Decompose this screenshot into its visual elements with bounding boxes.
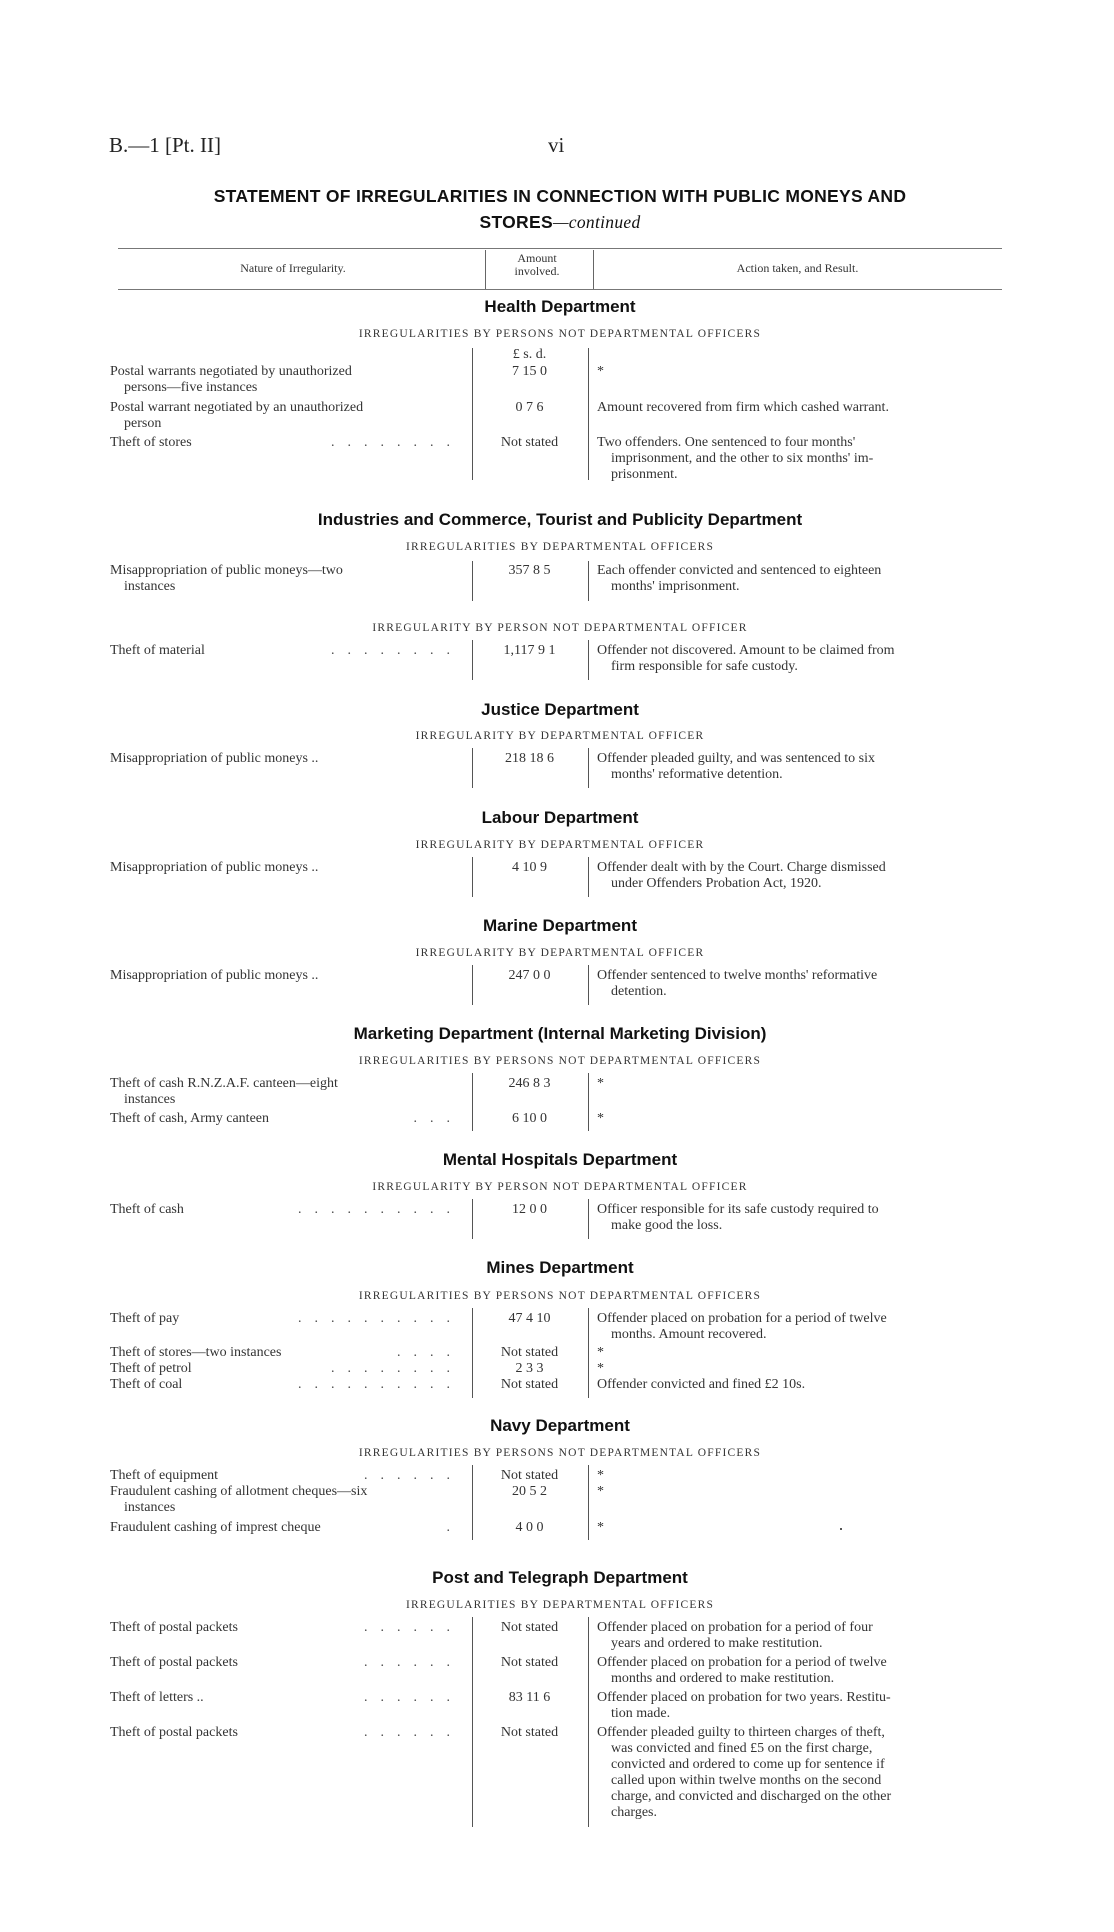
dot-leader: .......... — [298, 1377, 463, 1392]
action-taken: * — [597, 1520, 604, 1535]
amount-involved: 83 11 6 — [508, 1690, 551, 1705]
action-line: was convicted and fined £5 on the first charge, — [611, 1741, 873, 1756]
department-heading: Industries and Commerce, Tourist and Publicity Department — [317, 510, 803, 529]
action-taken: * — [597, 1468, 604, 1483]
dot-leader: ...... — [364, 1725, 463, 1740]
action-taken — [597, 1655, 1007, 1687]
irregularity-nature: Theft of equipment — [110, 1468, 219, 1483]
action-line: under Offenders Probation Act, 1920. — [611, 876, 822, 891]
action-line: Offender not discovered. Amount to be claimed from — [597, 643, 895, 658]
column-amount-heading — [487, 252, 587, 278]
irregularity-nature: Theft of postal packets — [110, 1620, 238, 1635]
column-rule — [588, 1308, 589, 1398]
amount-involved: 6 10 0 — [512, 1111, 547, 1126]
column-nature-heading: Nature of Irregularity. — [240, 261, 346, 275]
amount-heading-line-2: involved. — [514, 264, 560, 278]
amount-involved: 218 18 6 — [505, 751, 554, 766]
department-heading: Health Department — [484, 297, 636, 316]
action-line: Offender placed on probation for a period of twelve — [597, 1655, 887, 1670]
irregularity-nature: Theft of cash, Army canteen — [110, 1111, 269, 1126]
action-line: Offender placed on probation for a period of four — [597, 1620, 873, 1635]
action-taken — [597, 860, 1007, 892]
action-taken — [597, 435, 1007, 483]
action-taken — [597, 643, 1007, 675]
dot-leader: .......... — [298, 1202, 463, 1217]
nature-line: Misappropriation of public moneys—two — [110, 563, 343, 578]
column-rule — [588, 1199, 589, 1239]
irregularity-nature: Theft of petrol — [110, 1361, 192, 1376]
irregularity-nature — [110, 364, 462, 396]
action-taken — [597, 1202, 1007, 1234]
title-continued: —continued — [552, 212, 641, 232]
subheading: IRREGULARITY BY DEPARTMENTAL OFFICER — [415, 839, 705, 851]
amount-involved: 20 5 2 — [512, 1484, 547, 1499]
action-line: firm responsible for safe custody. — [611, 659, 798, 674]
amount-involved: Not stated — [500, 1620, 559, 1635]
action-line: make good the loss. — [611, 1218, 723, 1233]
department-heading: Labour Department — [481, 808, 639, 827]
action-taken: * — [597, 1111, 604, 1126]
action-line: detention. — [611, 984, 667, 999]
dot-leader: ...... — [364, 1655, 463, 1670]
subheading: IRREGULARITY BY PERSON NOT DEPARTMENTAL OFFICER — [372, 1181, 748, 1193]
action-line: called upon within twelve months on the second — [611, 1773, 882, 1788]
column-rule — [588, 748, 589, 788]
dot-leader: .... — [397, 1345, 463, 1360]
nature-line: Fraudulent cashing of allotment cheques—six — [110, 1484, 368, 1499]
action-line: years and ordered to make restitution. — [611, 1636, 823, 1651]
subheading: IRREGULARITY BY PERSON NOT DEPARTMENTAL OFFICER — [372, 622, 748, 634]
subheading: IRREGULARITY BY DEPARTMENTAL OFFICER — [415, 947, 705, 959]
amount-involved: Not stated — [500, 1468, 559, 1483]
column-rule — [588, 348, 589, 480]
action-taken: * — [597, 1484, 604, 1499]
department-heading: Justice Department — [481, 700, 639, 719]
dot-leader: ........ — [331, 435, 463, 450]
action-line: charges. — [611, 1805, 657, 1820]
amount-involved: 4 0 0 — [515, 1520, 544, 1535]
statement-title — [110, 183, 1010, 235]
subheading: IRREGULARITIES BY DEPARTMENTAL OFFICERS — [405, 541, 715, 553]
amount-involved: 7 15 0 — [512, 364, 547, 379]
amount-involved: Not stated — [500, 1345, 559, 1360]
dot-leader: ........ — [331, 643, 463, 658]
action-taken — [597, 968, 1007, 1000]
irregularity-nature: Theft of letters .. — [110, 1690, 204, 1705]
action-taken — [597, 751, 1007, 783]
column-rule — [588, 965, 589, 1005]
irregularity-nature: Theft of pay — [110, 1311, 180, 1326]
amount-heading-line-1: Amount — [517, 251, 557, 265]
title-line-1: STATEMENT OF IRREGULARITIES IN CONNECTION WITH PUBLIC MONEYS AND — [213, 186, 907, 206]
title-stores: STORES — [479, 212, 553, 232]
stray-mark — [840, 1528, 842, 1530]
action-taken — [597, 563, 1007, 595]
action-line: Offender placed on probation for a period of twelve — [597, 1311, 887, 1326]
action-line: months and ordered to make restitution. — [611, 1671, 835, 1686]
column-rule — [588, 1617, 589, 1827]
column-divider — [485, 250, 486, 290]
action-line: convicted and ordered to come up for sentence if — [611, 1757, 885, 1772]
header-rule-bottom — [118, 289, 1002, 290]
amount-involved: 47 4 10 — [508, 1311, 551, 1326]
action-line: months. Amount recovered. — [611, 1327, 767, 1342]
action-taken: * — [597, 1361, 604, 1376]
column-rule — [588, 1465, 589, 1540]
action-line: charge, and convicted and discharged on the other — [611, 1789, 892, 1804]
dot-leader: ...... — [364, 1690, 463, 1705]
action-line: Each offender convicted and sentenced to eighteen — [597, 563, 882, 578]
subheading: IRREGULARITIES BY PERSONS NOT DEPARTMENTAL OFFICERS — [358, 1055, 762, 1067]
amount-involved: 246 8 3 — [508, 1076, 551, 1091]
subheading: IRREGULARITIES BY PERSONS NOT DEPARTMENTAL OFFICERS — [358, 1447, 762, 1459]
action-line: Offender dealt with by the Court. Charge dismissed — [597, 860, 886, 875]
currency-heading: £ s. d. — [512, 347, 547, 362]
nature-line: instances — [124, 1500, 176, 1515]
action-taken: * — [597, 364, 604, 379]
dot-leader: ...... — [364, 1468, 463, 1483]
title-line-2 — [110, 209, 1010, 235]
irregularity-nature — [110, 1484, 462, 1516]
department-heading: Navy Department — [490, 1416, 630, 1435]
action-taken: Amount recovered from firm which cashed warrant. — [597, 400, 889, 415]
dot-leader: . — [446, 1520, 463, 1535]
amount-involved: Not stated — [500, 1655, 559, 1670]
department-heading: Post and Telegraph Department — [432, 1568, 688, 1587]
action-taken — [597, 1620, 1007, 1652]
irregularity-nature: Theft of postal packets — [110, 1655, 238, 1670]
irregularity-nature: Theft of cash — [110, 1202, 184, 1217]
nature-line: Postal warrants negotiated by unauthorized — [110, 364, 352, 379]
action-line: tion made. — [611, 1706, 671, 1721]
irregularity-nature: Theft of postal packets — [110, 1725, 238, 1740]
amount-involved: Not stated — [500, 1377, 559, 1392]
irregularity-nature: Theft of material — [110, 643, 205, 658]
action-taken: * — [597, 1076, 604, 1091]
column-action-heading: Action taken, and Result. — [736, 261, 859, 275]
amount-involved: 247 0 0 — [508, 968, 551, 983]
subheading: IRREGULARITY BY DEPARTMENTAL OFFICER — [415, 730, 705, 742]
amount-involved: Not stated — [500, 435, 559, 450]
irregularity-nature: Fraudulent cashing of imprest cheque — [110, 1520, 321, 1535]
irregularity-nature — [110, 1076, 462, 1108]
amount-involved: Not stated — [500, 1725, 559, 1740]
department-heading: Marketing Department (Internal Marketing Division) — [353, 1024, 767, 1043]
action-line: Offender sentenced to twelve months' reformative — [597, 968, 878, 983]
nature-line: instances — [124, 1092, 176, 1107]
subheading: IRREGULARITIES BY PERSONS NOT DEPARTMENTAL OFFICERS — [358, 328, 762, 340]
action-line: Offender pleaded guilty to thirteen charges of theft, — [597, 1725, 885, 1740]
action-taken: * — [597, 1345, 604, 1360]
column-rule — [588, 1073, 589, 1131]
nature-line: Theft of cash R.N.Z.A.F. canteen—eight — [110, 1076, 338, 1091]
action-line: Offender pleaded guilty, and was sentenced to six — [597, 751, 875, 766]
header-rule-top — [118, 248, 1002, 249]
dot-leader: .......... — [298, 1311, 463, 1326]
irregularity-nature: Misappropriation of public moneys .. — [110, 968, 319, 983]
department-heading: Marine Department — [483, 916, 637, 935]
amount-involved: 1,117 9 1 — [503, 643, 556, 658]
action-line: Offender placed on probation for two years. Restitu- — [597, 1690, 891, 1705]
department-heading: Mental Hospitals Department — [442, 1150, 678, 1169]
irregularity-nature — [110, 563, 462, 595]
subheading: IRREGULARITIES BY PERSONS NOT DEPARTMENTAL OFFICERS — [358, 1290, 762, 1302]
amount-involved: 357 8 5 — [508, 563, 551, 578]
irregularity-nature — [110, 400, 462, 432]
nature-line: person — [124, 416, 162, 431]
action-line: imprisonment, and the other to six months' im- — [611, 451, 874, 466]
action-line: prisonment. — [611, 467, 678, 482]
action-line: months' imprisonment. — [611, 579, 740, 594]
column-rule — [588, 640, 589, 680]
department-heading: Mines Department — [486, 1258, 634, 1277]
amount-involved: 4 10 9 — [512, 860, 547, 875]
irregularity-nature: Misappropriation of public moneys .. — [110, 751, 319, 766]
dot-leader: ...... — [364, 1620, 463, 1635]
amount-involved: 12 0 0 — [512, 1202, 547, 1217]
irregularity-nature: Misappropriation of public moneys .. — [110, 860, 319, 875]
dot-leader: ........ — [331, 1361, 463, 1376]
irregularity-nature: Theft of stores — [110, 435, 192, 450]
nature-line: instances — [124, 579, 176, 594]
irregularity-nature: Theft of coal — [110, 1377, 183, 1392]
amount-involved: 2 3 3 — [515, 1361, 544, 1376]
action-line: Officer responsible for its safe custody required to — [597, 1202, 879, 1217]
action-line: months' reformative detention. — [611, 767, 783, 782]
page-number: vi — [548, 133, 565, 157]
action-line: Two offenders. One sentenced to four months' — [597, 435, 856, 450]
irregularity-nature: Theft of stores—two instances — [110, 1345, 282, 1360]
dot-leader: ... — [413, 1111, 463, 1126]
column-rule — [588, 857, 589, 897]
nature-line: persons—five instances — [124, 380, 258, 395]
amount-involved: 0 7 6 — [515, 400, 544, 415]
nature-line: Postal warrant negotiated by an unauthorized — [110, 400, 364, 415]
column-rule — [472, 1617, 473, 1827]
subheading: IRREGULARITIES BY DEPARTMENTAL OFFICERS — [405, 1599, 715, 1611]
document-reference: B.—1 [Pt. II] — [109, 133, 221, 157]
action-taken — [597, 1690, 1007, 1722]
action-taken — [597, 1311, 1007, 1343]
column-rule — [588, 561, 589, 601]
action-taken — [597, 1725, 1007, 1821]
column-divider — [593, 250, 594, 290]
action-taken: Offender convicted and fined £2 10s. — [597, 1377, 806, 1392]
